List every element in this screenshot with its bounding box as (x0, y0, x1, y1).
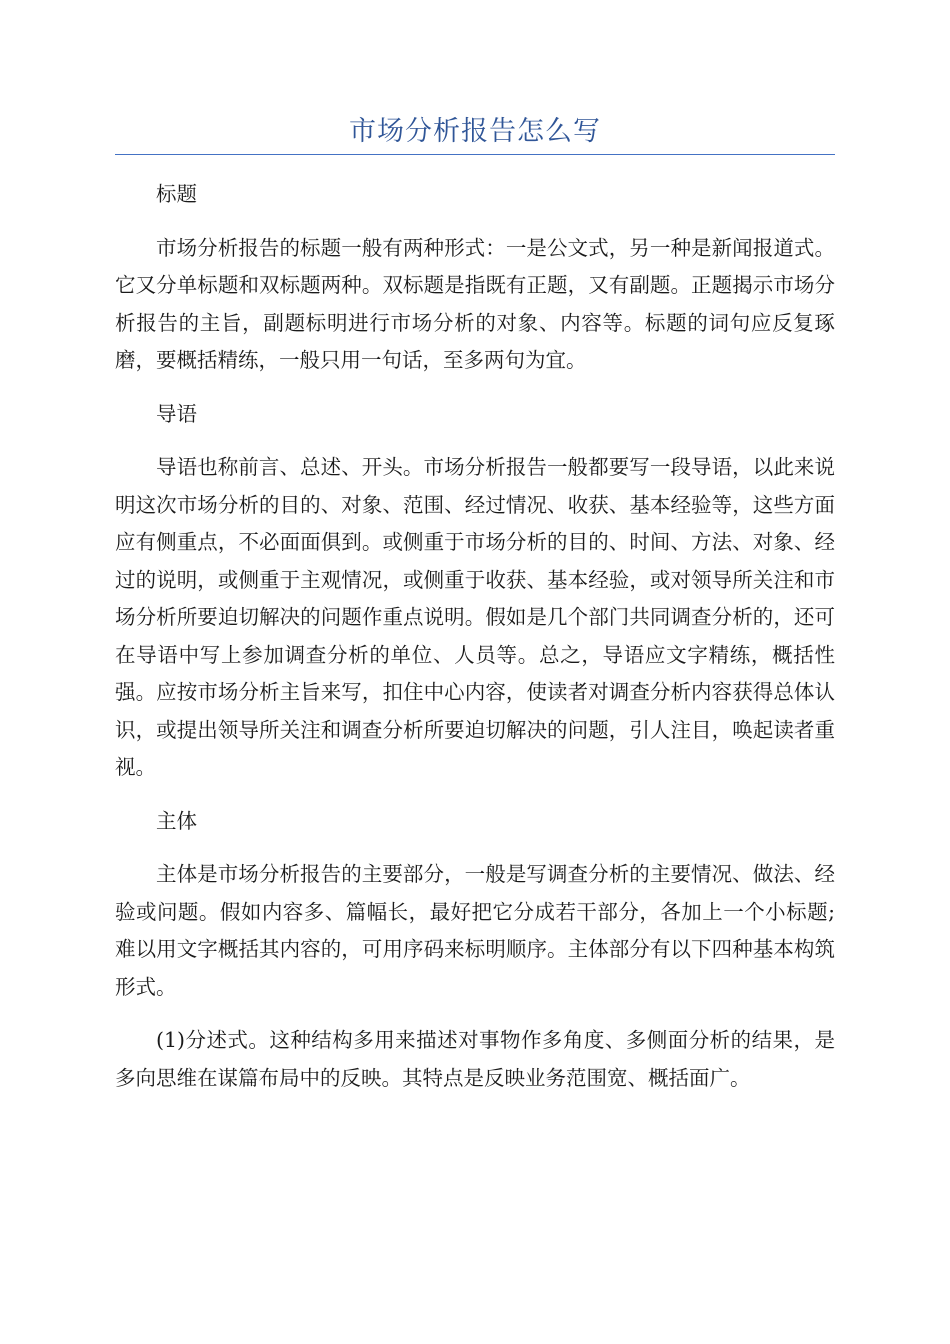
paragraph-title-description: 市场分析报告的标题一般有两种形式：一是公文式，另一种是新闻报道式。它又分单标题和双标题两种。双标题是指既有正题，又有副题。正题揭示市场分析报告的主旨，副题标明进行市场分析的对象、内容等。标题的词句应反复琢磨，要概括精练，一般只用一句话，至多两句为宜。 (115, 235, 835, 372)
paragraph-body-structure-1: (1)分述式。这种结构多用来描述对事物作多角度、多侧面分析的结果，是多向思维在谋篇布局中的反映。其特点是反映业务范围宽、概括面广。 (115, 1028, 835, 1090)
section-heading-title: 标题 (156, 182, 197, 206)
paragraph-body-description: 主体是市场分析报告的主要部分，一般是写调查分析的主要情况、做法、经验或问题。假如内容多、篇幅长，最好把它分成若干部分，各加上一个小标题;难以用文字概括其内容的，可用序码来标明顺序。主体部分有以下四种基本构筑形式。 (115, 862, 835, 999)
document-body (115, 176, 835, 1113)
paragraph-intro-description: 导语也称前言、总述、开头。市场分析报告一般都要写一段导语，以此来说明这次市场分析的目的、对象、范围、经过情况、收获、基本经验等，这些方面应有侧重点，不必面面俱到。或侧重于市场分析的目的、时间、方法、对象、经过的说明，或侧重于主观情况，或侧重于收获、基本经验，或对领导所关注和市场分析所要迫切解决的问题作重点说明。假如是几个部门共同调查分析的，还可在导语中写上参加调查分析的单位、人员等。总之，导语应文字精练，概括性强。应按市场分析主旨来写，扣住中心内容，使读者对调查分析内容获得总体认识，或提出领导所关注和调查分析所要迫切解决的问题，引人注目，唤起读者重视。 (115, 455, 835, 779)
title-underline (115, 154, 835, 155)
section-heading-body: 主体 (156, 808, 197, 833)
document-title: 市场分析报告怎么写 (349, 116, 601, 147)
section-heading-intro: 导语 (156, 401, 197, 426)
